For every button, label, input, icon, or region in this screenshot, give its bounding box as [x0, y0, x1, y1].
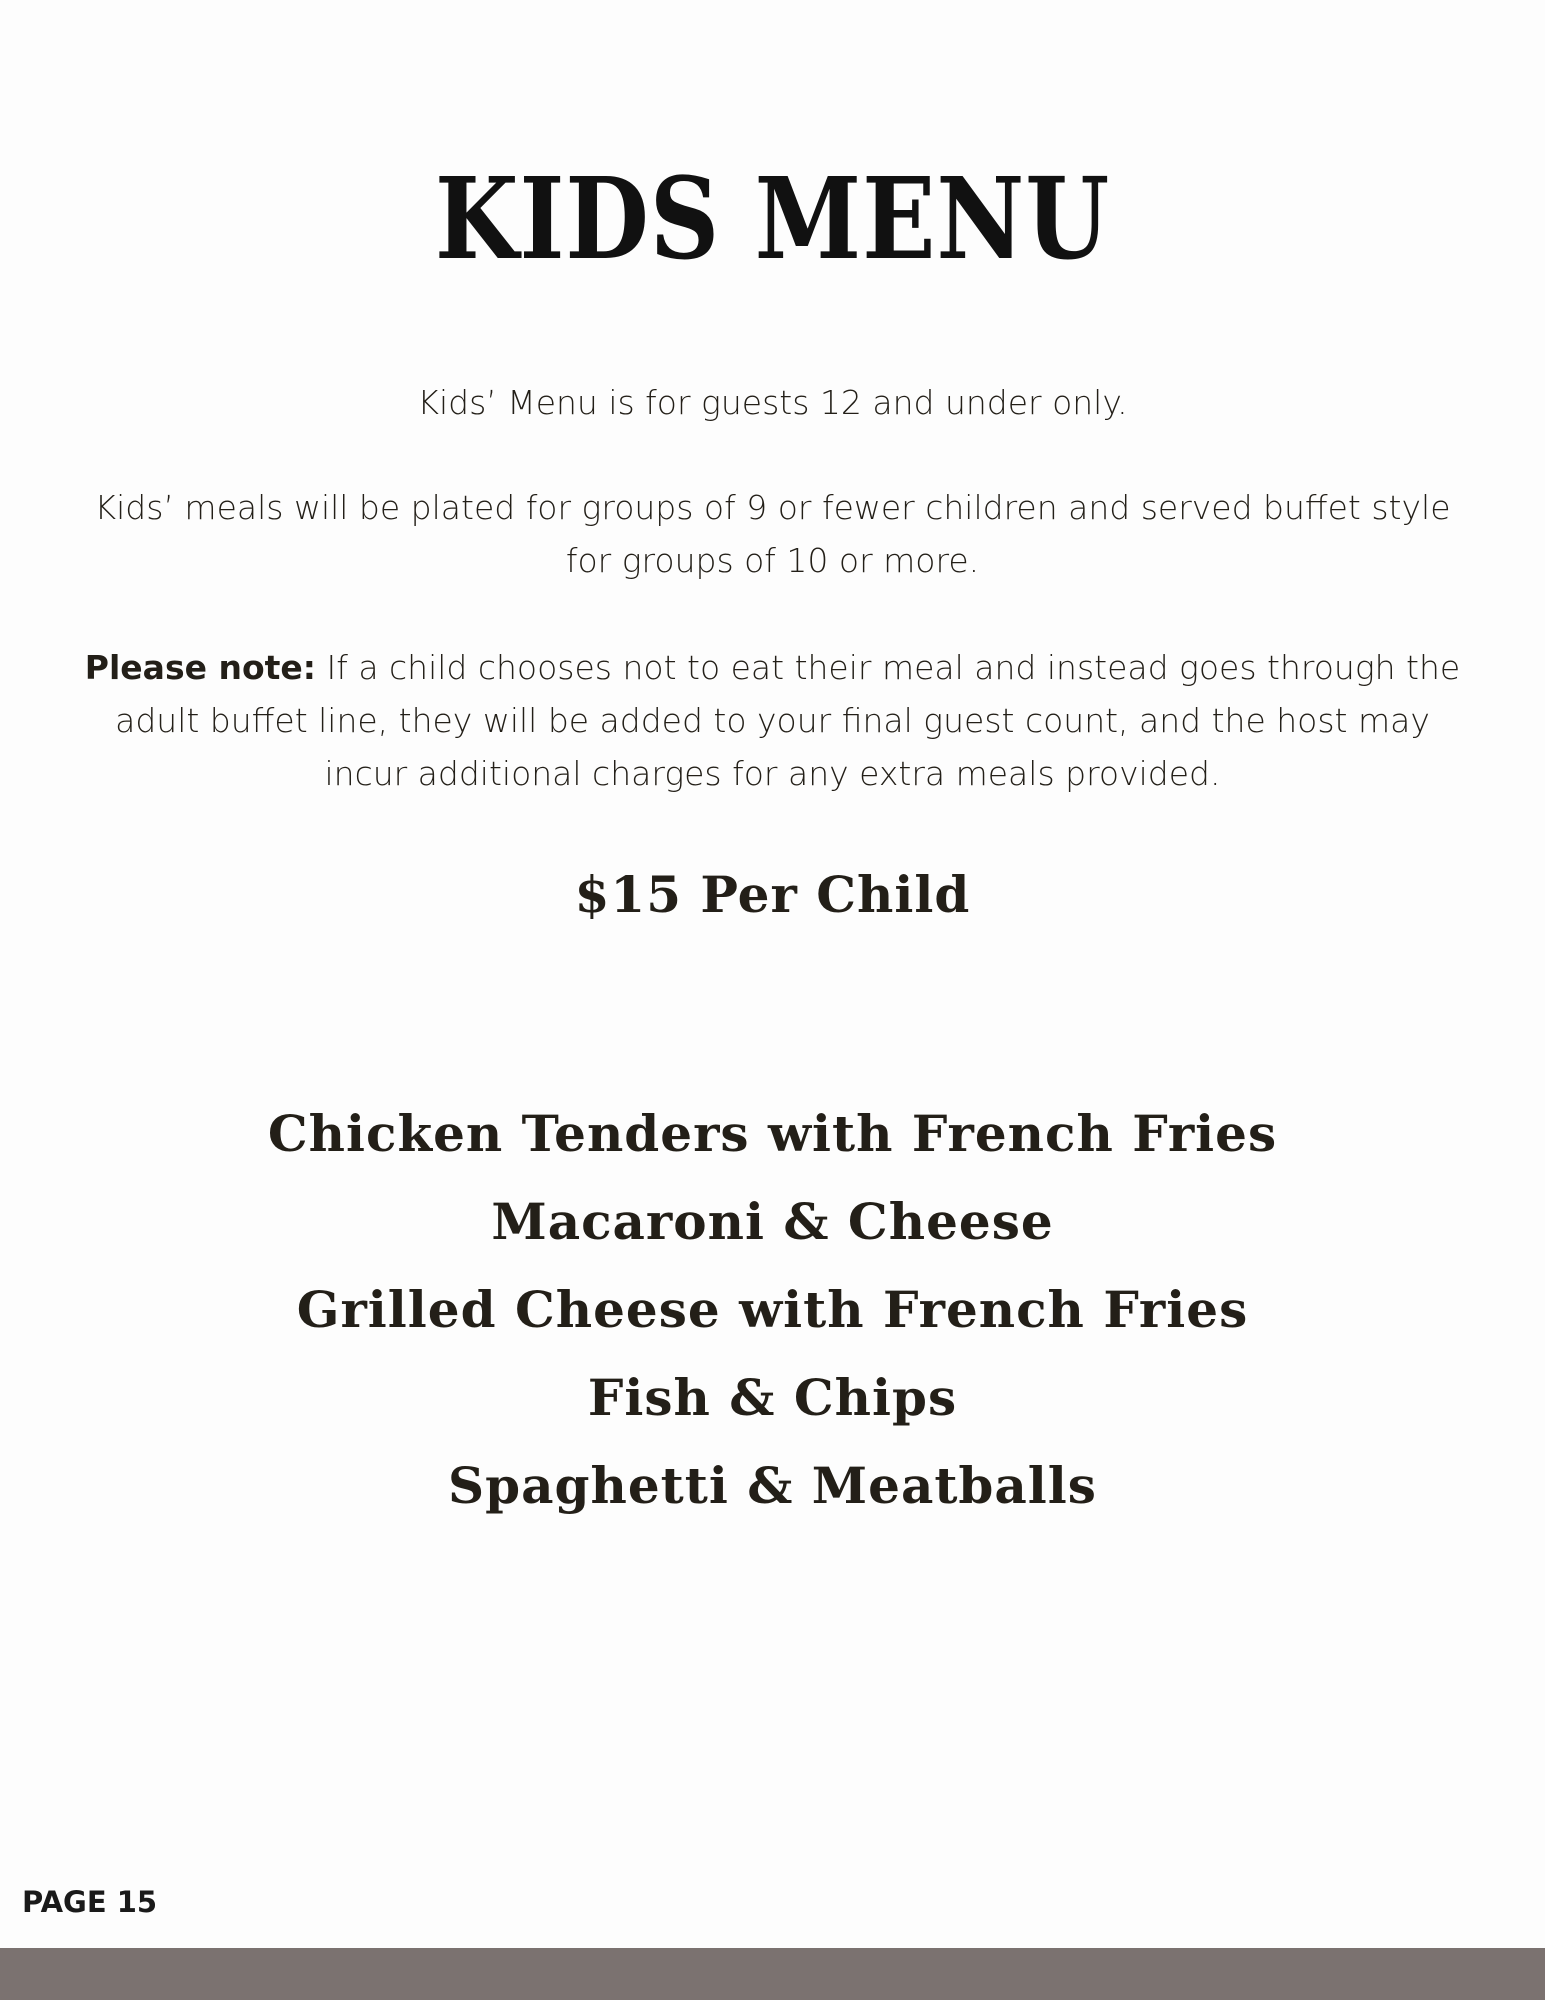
menu-item: Fish & Chips — [587, 1368, 958, 1427]
note-label: Please note: — [84, 648, 316, 687]
note-text: If a child chooses not to eat their meal and instead goes through the adult buffet line, they will be added to your final guest count, and the host may incur additional charges for any extra meals provided. — [115, 648, 1461, 793]
menu-item: Grilled Cheese with French Fries — [296, 1280, 1249, 1339]
price-label: $15 Per Child — [574, 865, 971, 924]
page-number: PAGE 15 — [22, 1885, 158, 1919]
menu-item: Spaghetti & Meatballs — [448, 1456, 1097, 1515]
menu-item: Chicken Tenders with French Fries — [267, 1104, 1278, 1163]
menu-items-list — [0, 1090, 1545, 1530]
page-title: KIDS MENU — [434, 154, 1111, 285]
serving-policy-text: Kids’ meals will be plated for groups of 9 or fewer children and served buffet style for groups of 10 or more. — [94, 488, 1451, 580]
menu-item: Macaroni & Cheese — [491, 1192, 1054, 1251]
footer-bar — [0, 1948, 1545, 2000]
age-policy-text: Kids’ Menu is for guests 12 and under only. — [417, 383, 1128, 422]
note-paragraph — [80, 641, 1465, 800]
